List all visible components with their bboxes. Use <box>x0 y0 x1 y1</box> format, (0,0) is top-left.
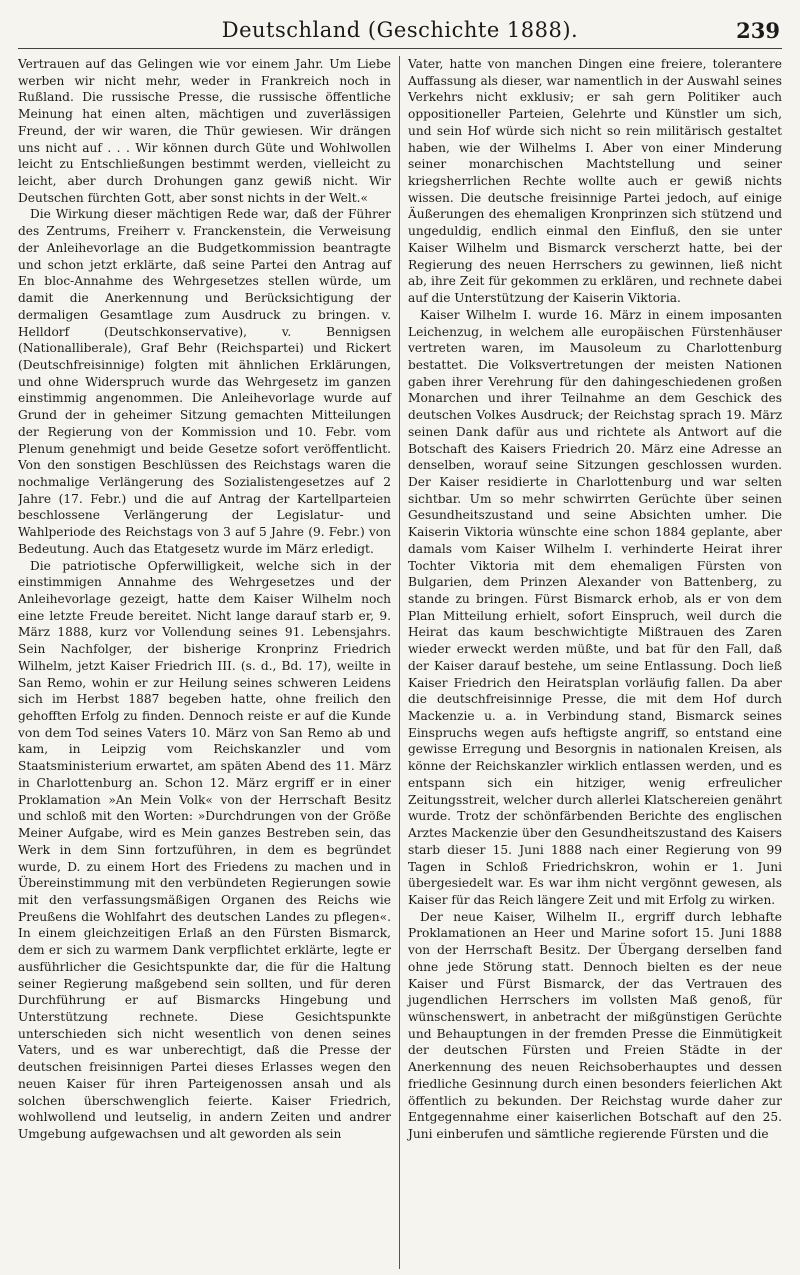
paragraph: Vater, hatte von manchen Dingen eine freiere, tolerantere Auffassung als dieser, war namentlich in der Auswahl seines Verkehrs nicht exklusiv; er sah gern Politiker auch oppositioneller Parteien, Gelehrte und Künstler um sich, und sein Hof würde sich nicht so rein militärisch gestaltet haben, wie der Wilhelms I. Aber von einer Minderung seiner monarchischen Machtstellung und seiner kriegsherrlichen Rechte wollte auch er gewiß nichts wissen. Die deutsche freisinnige Partei jedoch, auf einige Äußerungen des ehemaligen Kronprinzen sich stützend und ungeduldig, endlich einmal den Einfluß, den sie unter Kaiser Wilhelm und Bismarck verscherzt hatte, bei der Regierung des neuen Herrschers zu gewinnen, ließ nicht ab, ihre Zeit für gekommen zu erklären, und rechnete dabei auf die Unterstützung der Kaiserin Viktoria. <box>408 57 782 306</box>
right-column <box>400 56 782 1269</box>
paragraph: Die patriotische Opferwilligkeit, welche sich in der einstimmigen Annahme des Wehrgesetzes und der Anleihevorlage gezeigt, hatte dem Kaiser Wilhelm noch eine letzte Freude bereitet. Nicht lange darauf starb er, 9. März 1888, kurz vor Vollendung seines 91. Lebensjahrs. Sein Nachfolger, der bisherige Kronprinz Friedrich Wilhelm, jetzt Kaiser Friedrich III. (s. d., Bd. 17), weilte in San Remo, wohin er zur Heilung seines schweren Leidens sich im Herbst 1887 begeben hatte, ohne freilich den gehofften Erfolg zu finden. Dennoch reiste er auf die Kunde von dem Tod seines Vaters 10. März von San Remo ab und kam, in Leipzig vom Reichskanzler und vom Staatsministerium erwartet, am späten Abend des 11. März in Charlottenburg an. Schon 12. März ergriff er in einer Proklamation »An Mein Volk« von der Herrschaft Besitz und schloß mit den Worten: »Durchdrungen von der Größe Meiner Aufgabe, wird es Mein ganzes Bestreben sein, das Werk in dem Sinn fortzuführen, in dem es begründet wurde, D. zu einem Hort des Friedens zu machen und in Übereinstimmung mit den verbündeten Regierungen sowie mit den verfassungsmäßigen Organen des Reichs wie Preußens die Wohlfahrt des deutschen Landes zu pflegen«. In einem gleichzeitigen Erlaß an den Fürsten Bismarck, dem er sich zu warmem Dank verpflichtet erklärte, legte er ausführlicher die Gesichtspunkte dar, die für die Haltung seiner Regierung maßgebend sein sollten, und für deren Durchführung er auf Bismarcks Hingebung und Unterstützung rechnete. Diese Gesichtspunkte unterschieden sich nicht wesentlich von denen seines Vaters, und es war unberechtigt, daß die Presse der deutschen freisinnigen Partei dieses Erlasses wegen den neuen Kaiser für ihren Parteigenossen ansah und als solchen überschwenglich feierte. Kaiser Friedrich, wohlwollend und leutselig, in andern Zeiten und andrer Umgebung aufgewachsen und alt geworden als sein <box>18 558 391 1141</box>
text-columns <box>18 56 782 1269</box>
paragraph: Der neue Kaiser, Wilhelm II., ergriff durch lebhafte Proklamationen an Heer und Marine sofort 15. Juni 1888 von der Herrschaft Besitz. Der Übergang derselben fand ohne jede Störung statt. Dennoch bielten es der neue Kaiser und Fürst Bismarck, der das Vertrauen des jugendlichen Herrschers im vollsten Maß genoß, für wünschenswert, in anbetracht der mißgünstigen Gerüchte und Behauptungen in der fremden Presse die Einmütigkeit der deutschen Fürsten und Freien Städte in der Anerkennung des neuen Reichsoberhauptes und dessen friedliche Gesinnung durch einen besonders feierlichen Akt öffentlich zu bekunden. Der Reichstag wurde daher zur Entgegennahme einer kaiserlichen Botschaft auf den 25. Juni einberufen und sämtliche regierende Fürsten und die <box>408 909 782 1141</box>
left-column <box>18 56 400 1269</box>
running-title: Deutschland (Geschichte 1888). <box>221 18 579 42</box>
paragraph: Die Wirkung dieser mächtigen Rede war, daß der Führer des Zentrums, Freiherr v. Franckenstein, die Verweisung der Anleihevorlage an die Budgetkommission beantragte und schon jetzt erklärte, daß seine Partei den Antrag auf En bloc-Annahme des Wehrgesetzes stellen würde, um damit die Anerkennung und Berücksichtigung der dermaligen Gesamtlage zum Ausdruck zu bringen. v. Helldorf (Deutschkonservative), v. Bennigsen (Nationalliberale), Graf Behr (Reichspartei) und Rickert (Deutschfreisinnige) folgten mit ähnlichen Erklärungen, und ohne Widerspruch wurde das Wehrgesetz im ganzen einstimmig angenommen. Die Anleihevorlage wurde auf Grund der in geheimer Sitzung gemachten Mitteilungen der Regierung von der Kommission und 10. Febr. vom Plenum genehmigt und beide Gesetze sofort veröffentlicht. Von den sonstigen Beschlüssen des Reichstags waren die nochmalige Verlängerung des Sozialistengesetzes auf 2 Jahre (17. Febr.) und die auf Antrag der Kartellparteien beschlossene Verlängerung der Legislatur- und Wahlperiode des Reichstags von 3 auf 5 Jahre (9. Febr.) von Bedeutung. Auch das Etatgesetz wurde im März erledigt. <box>18 207 391 556</box>
page-header <box>18 8 782 49</box>
paragraph: Kaiser Wilhelm I. wurde 16. März in einem imposanten Leichenzug, in welchem alle europäischen Fürstenhäuser vertreten waren, im Mausoleum zu Charlottenburg bestattet. Die Volksvertretungen der meisten Nationen gaben ihrer Verehrung für den dahingeschiedenen großen Monarchen und ihrer Teilnahme an dem Geschick des deutschen Volkes Ausdruck; der Reichstag sprach 19. März seinen Dank dafür aus und richtete als Antwort auf die Botschaft des Kaisers Friedrich 20. März eine Adresse an denselben, worauf seine Sitzungen geschlossen wurden. Der Kaiser residierte in Charlottenburg und war selten sichtbar. Um so mehr schwirrten Gerüchte über seinen Gesundheitszustand und seine Absichten umher. Die Kaiserin Viktoria wünschte eine schon 1884 geplante, aber damals vom Kaiser Wilhelm I. verhinderte Heirat ihrer Tochter Viktoria mit dem ehemaligen Fürsten von Bulgarien, dem Prinzen Alexander von Battenberg, zu stande zu bringen. Fürst Bismarck erhob, als er von dem Plan Mitteilung erhielt, sofort Einspruch, weil durch die Heirat das kaum beschwichtigte Mißtrauen des Zaren wieder erweckt werden müßte, und bat für den Fall, daß der Kaiser darauf bestehe, um seine Entlassung. Doch ließ Kaiser Friedrich den Heiratsplan vorläufig fallen. Da aber die deutschfreisinnige Presse, die mit dem Hof durch Mackenzie u. a. in Verbindung stand, Bismarck seines Einspruchs wegen aufs heftigste angriff, so entstand eine gewisse Erregung und Besorgnis in nationalen Kreisen, als könne der Reichskanzler wirklich entlassen werden, und es entspann sich ein hitziger, wenig erfreulicher Zeitungsstreit, welcher durch allerlei Klatschereien genährt wurde. Trotz der schönfärbenden Berichte des englischen Arztes Mackenzie über den Gesundheitszustand des Kaisers starb dieser 15. Juni 1888 nach einer Regierung von 99 Tagen in Schloß Friedrichskron, wohin er 1. Juni übergesiedelt war. Es war ihm nicht vergönnt gewesen, als Kaiser für das Reich längere Zeit und mit Erfolg zu wirken. <box>408 307 782 907</box>
paragraph: Vertrauen auf das Gelingen wie vor einem Jahr. Um Liebe werben wir nicht mehr, weder in Frankreich noch in Rußland. Die russische Presse, die russische öffentliche Meinung hat einen alten, mächtigen und zuverlässigen Freund, der wir waren, die Thür gewiesen. Wir drängen uns nicht auf . . . Wir können durch Güte und Wohlwollen leicht zu Entschließungen bestimmt werden, vielleicht zu leicht, aber durch Drohungen ganz gewiß nicht. Wir Deutschen fürchten Gott, aber sonst nichts in der Welt.« <box>18 57 391 205</box>
page-number: 239 <box>736 18 780 43</box>
